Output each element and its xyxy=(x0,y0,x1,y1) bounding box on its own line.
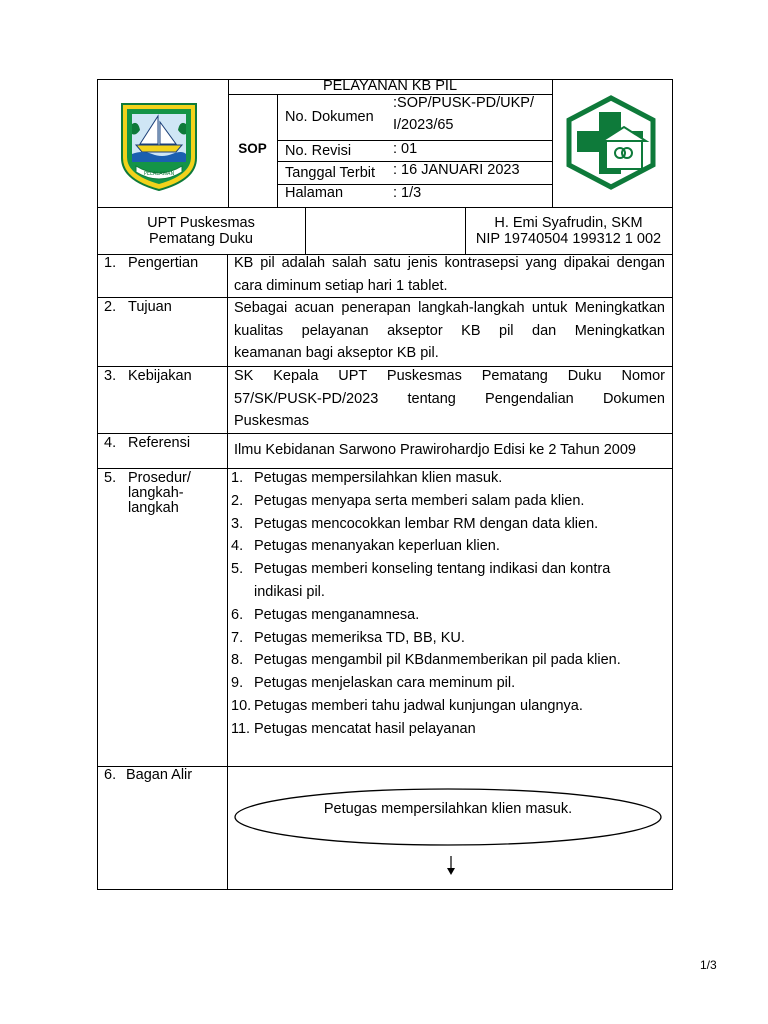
step-number: 6. xyxy=(231,606,244,623)
section-title-bagan-alir: Bagan Alir xyxy=(126,767,193,783)
step-text: Petugas menyapa serta memberi salam pada klien. xyxy=(254,492,585,509)
list-item xyxy=(231,513,671,536)
section-title-prosedur-line1: Prosedur/ xyxy=(128,470,191,486)
step-text: Petugas menjelaskan cara meminum pil. xyxy=(254,675,516,692)
doc-number-value-line2: I/2023/65 xyxy=(393,117,454,133)
step-number: 11. xyxy=(231,720,251,737)
issue-date-value: : 16 JANUARI 2023 xyxy=(393,162,520,178)
list-item xyxy=(231,604,671,627)
sop-label: SOP xyxy=(238,141,267,156)
step-number: 5. xyxy=(231,561,244,578)
list-item xyxy=(231,467,671,490)
step-number: 2. xyxy=(231,492,244,509)
kebijakan-text xyxy=(234,365,665,433)
pengertian-text xyxy=(234,252,665,297)
doc-number-label: No. Dokumen xyxy=(285,109,374,125)
section-title-pengertian: Pengertian xyxy=(128,255,199,271)
list-item xyxy=(231,627,671,650)
head-nip: NIP 19740504 199312 1 002 xyxy=(475,231,662,247)
pengertian-line2: cara diminum setiap hari 1 tablet. xyxy=(234,277,448,294)
section-title-prosedur-line2: langkah- xyxy=(128,485,184,501)
step-text: Petugas mempersilahkan klien masuk. xyxy=(254,470,503,486)
step-number: 10. xyxy=(231,697,252,714)
step-text: Petugas memberi tahu jadwal kunjungan ulangnya. xyxy=(254,697,583,714)
flowchart-node-label: Petugas mempersilahkan klien masuk. xyxy=(323,801,573,817)
issue-date-label: Tanggal Terbit xyxy=(285,165,376,181)
flowchart-start-node xyxy=(233,787,663,847)
step-number: 4. xyxy=(231,538,244,555)
kebijakan-line2: 57/SK/PUSK-PD/2023 tentang Pengendalian Dokumen xyxy=(234,390,665,407)
section-number: 1. xyxy=(104,255,117,271)
step-text: Petugas memeriksa TD, BB, KU. xyxy=(254,629,465,646)
step-number: 8. xyxy=(231,652,244,669)
tujuan-line1: Sebagai acuan penerapan langkah-langkah untuk Meningkatkan xyxy=(234,300,665,316)
page-label: Halaman xyxy=(285,185,344,201)
step-text: Petugas mencatat hasil pelayanan xyxy=(254,720,476,737)
section-number: 5. xyxy=(104,470,117,486)
list-item xyxy=(231,695,671,718)
pengertian-line1: KB pil adalah salah satu jenis kontrasepsi yang dipakai dengan xyxy=(234,255,665,271)
step-number: 1. xyxy=(231,470,244,486)
step-number: 7. xyxy=(231,629,244,646)
referensi-text: Ilmu Kebidanan Sarwono Prawirohardjo Edisi ke 2 Tahun 2009 xyxy=(234,442,636,458)
regency-crest-logo xyxy=(118,100,200,192)
step-text-line1: Petugas memberi konseling tentang indikasi dan kontra xyxy=(254,561,611,578)
section-number: 6. xyxy=(104,767,117,783)
doc-number-value-line1: :SOP/PUSK-PD/UKP/ xyxy=(393,95,535,111)
section-number: 3. xyxy=(104,368,117,384)
list-item xyxy=(231,649,671,672)
section-number: 2. xyxy=(104,299,117,315)
unit-name-line2: Pematang Duku xyxy=(149,231,253,247)
step-number: 3. xyxy=(231,515,244,532)
tujuan-line3: keamanan bagi akseptor KB pil. xyxy=(234,345,439,361)
flowchart-arrow-icon xyxy=(445,856,457,876)
step-text-line2: indikasi pil. xyxy=(254,583,325,600)
kebijakan-line3: Puskesmas xyxy=(234,413,309,429)
head-name: H. Emi Syafrudin, SKM xyxy=(494,215,643,231)
step-text: Petugas mencocokkan lembar RM dengan data klien. xyxy=(254,515,599,532)
step-number: 9. xyxy=(231,675,244,692)
list-item xyxy=(231,558,671,604)
section-title-prosedur-line3: langkah xyxy=(128,500,179,516)
document-title: PELAYANAN KB PIL xyxy=(322,78,458,94)
section-title-kebijakan: Kebijakan xyxy=(128,368,192,384)
puskesmas-logo xyxy=(564,95,658,190)
tujuan-line2: kualitas pelayanan akseptor KB pil dan Meningkatkan xyxy=(234,322,665,339)
step-text: Petugas menanyakan keperluan klien. xyxy=(254,538,500,555)
section-title-referensi: Referensi xyxy=(128,435,191,451)
step-text: Petugas menganamnesa. xyxy=(254,606,420,623)
section-title-tujuan: Tujuan xyxy=(128,299,172,315)
section-number: 4. xyxy=(104,435,117,451)
tujuan-text xyxy=(234,297,665,365)
list-item xyxy=(231,718,671,741)
step-text: Petugas mengambil pil KBdanmemberikan pil pada klien. xyxy=(254,652,621,669)
revision-value: : 01 xyxy=(393,141,418,157)
procedure-list xyxy=(231,467,671,741)
regency-crest-banner: PELALAWAN xyxy=(143,171,175,177)
page-number: 1/3 xyxy=(700,958,717,972)
revision-label: No. Revisi xyxy=(285,143,352,159)
kebijakan-line1: SK Kepala UPT Puskesmas Pematang Duku Nomor xyxy=(234,368,665,384)
unit-name-line1: UPT Puskesmas xyxy=(147,215,255,231)
list-item xyxy=(231,535,671,558)
page-value: : 1/3 xyxy=(393,185,422,201)
list-item xyxy=(231,672,671,695)
list-item xyxy=(231,490,671,513)
